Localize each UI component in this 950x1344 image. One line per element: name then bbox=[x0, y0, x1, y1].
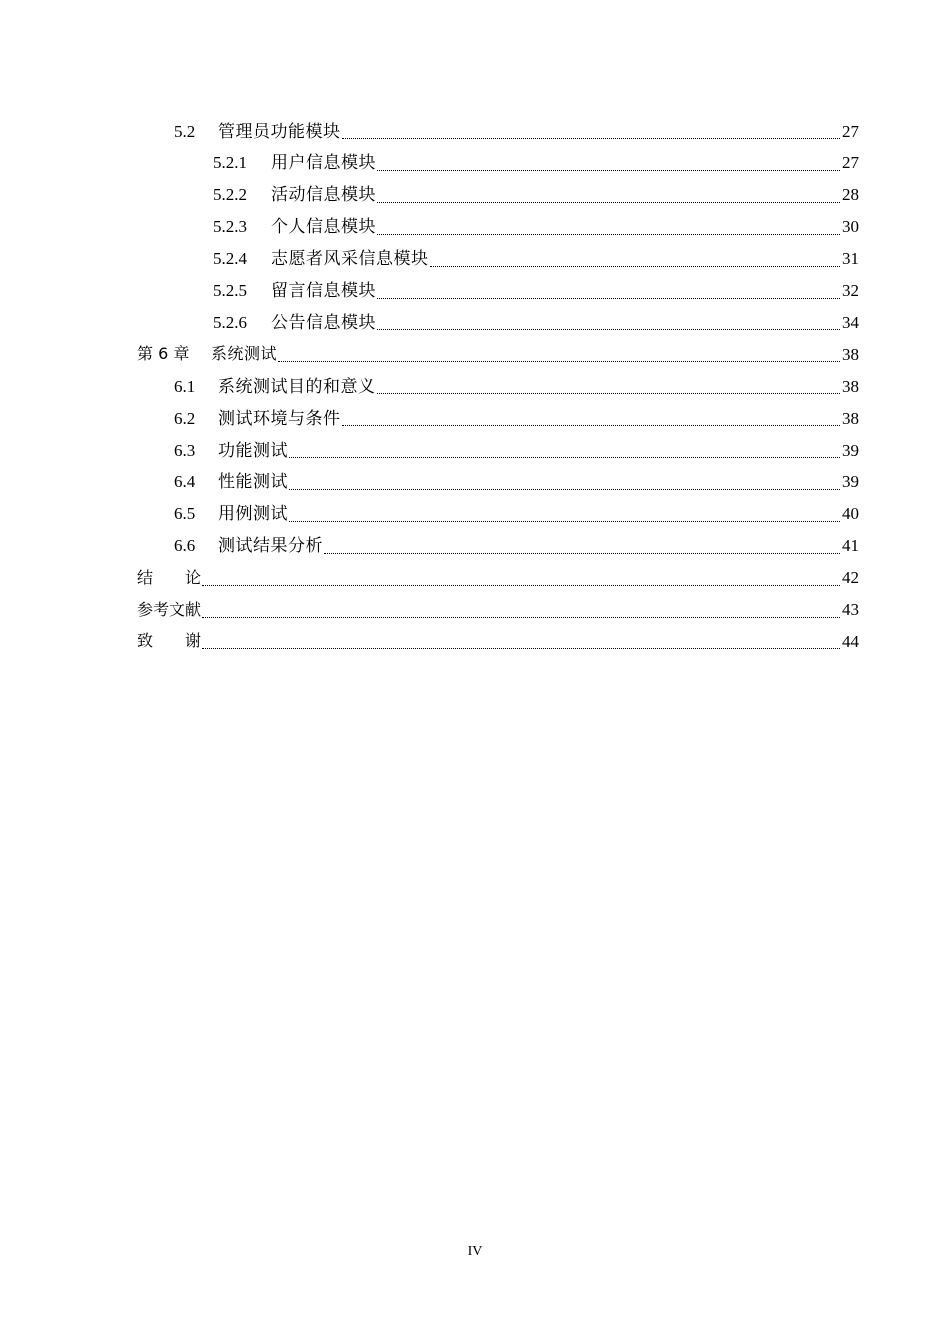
toc-entry-number: 5.2.4 bbox=[213, 249, 247, 269]
toc-entry[interactable] bbox=[174, 466, 859, 498]
toc-entry-page: 40 bbox=[842, 504, 859, 524]
toc-entry-title: 用例测试 bbox=[218, 504, 288, 524]
toc-dot-leader bbox=[289, 520, 840, 522]
toc-dot-leader bbox=[202, 616, 840, 618]
toc-dot-leader bbox=[377, 233, 840, 235]
toc-entry-title: 系统测试目的和意义 bbox=[218, 376, 376, 396]
toc-entry[interactable] bbox=[213, 306, 859, 338]
toc-entry-number: 6.5 bbox=[174, 504, 196, 524]
toc-entry-number: 6.2 bbox=[174, 408, 196, 428]
toc-entry[interactable] bbox=[213, 179, 859, 211]
toc-entry-page: 44 bbox=[842, 631, 859, 651]
toc-entry-page: 38 bbox=[842, 344, 859, 364]
toc-entry[interactable] bbox=[213, 275, 859, 307]
toc-entry-page: 31 bbox=[842, 249, 859, 269]
toc-entry-title: 留言信息模块 bbox=[271, 281, 376, 300]
toc-entry-number: 5.2.6 bbox=[213, 312, 247, 332]
toc-dot-leader bbox=[377, 201, 840, 203]
toc-entry-title: 测试环境与条件 bbox=[218, 408, 341, 428]
toc-entry-title: 参考文献 bbox=[137, 599, 202, 619]
toc-entry-number: 6.6 bbox=[174, 536, 196, 556]
toc-entry-page: 41 bbox=[842, 536, 859, 556]
toc-entry-number: 5.2.5 bbox=[213, 281, 247, 300]
toc-dot-leader bbox=[377, 328, 840, 330]
toc-entry-title: 功能测试 bbox=[218, 440, 288, 460]
toc-entry-title: 用户信息模块 bbox=[271, 153, 376, 173]
toc-entry-page: 28 bbox=[842, 185, 859, 205]
toc-entry[interactable] bbox=[174, 530, 859, 562]
toc-entry-page: 27 bbox=[842, 153, 859, 173]
toc-entry-title: 管理员功能模块 bbox=[218, 121, 341, 141]
toc-entry-page: 32 bbox=[842, 281, 859, 300]
toc-entry[interactable] bbox=[213, 147, 859, 179]
toc-entry-number: 5.2.3 bbox=[213, 217, 247, 237]
toc-dot-leader bbox=[278, 360, 840, 362]
toc-entry-title: 活动信息模块 bbox=[271, 185, 376, 205]
toc-entry[interactable] bbox=[174, 370, 859, 402]
toc-dot-leader bbox=[430, 265, 841, 267]
page-number: IV bbox=[467, 1244, 483, 1259]
toc-entry-number: 5.2.1 bbox=[213, 153, 247, 173]
toc-dot-leader bbox=[202, 584, 840, 586]
toc-entry[interactable] bbox=[213, 243, 859, 275]
toc-entry-number: 5.2.2 bbox=[213, 185, 247, 205]
toc-dot-leader bbox=[342, 424, 841, 426]
toc-dot-leader bbox=[342, 137, 841, 139]
toc-dot-leader bbox=[377, 297, 840, 299]
toc-entry-number: 6.1 bbox=[174, 376, 196, 396]
toc-entry[interactable] bbox=[137, 562, 859, 594]
toc-entry-title: 测试结果分析 bbox=[218, 536, 323, 556]
toc-entry[interactable] bbox=[174, 115, 859, 147]
toc-entry-page: 43 bbox=[842, 600, 859, 619]
toc-entry[interactable] bbox=[137, 338, 859, 370]
toc-entry[interactable] bbox=[174, 402, 859, 434]
toc-entry[interactable] bbox=[213, 211, 859, 243]
toc-entry-page: 42 bbox=[842, 568, 859, 588]
toc-entry-title: 志愿者风采信息模块 bbox=[271, 249, 429, 269]
toc-dot-leader bbox=[289, 488, 840, 490]
toc-entry[interactable] bbox=[137, 594, 859, 626]
toc-entry-title: 结 论 bbox=[137, 567, 202, 587]
toc-entry-page: 38 bbox=[842, 376, 859, 396]
toc-entry-number: 5.2 bbox=[174, 121, 196, 141]
toc-entry-page: 39 bbox=[842, 472, 859, 492]
toc-entry-page: 27 bbox=[842, 121, 859, 141]
toc-entry-page: 30 bbox=[842, 217, 859, 237]
toc-dot-leader bbox=[377, 392, 841, 394]
toc-dot-leader bbox=[377, 169, 840, 171]
toc-entry[interactable] bbox=[174, 498, 859, 530]
toc-dot-leader bbox=[324, 552, 840, 554]
toc-entry[interactable] bbox=[174, 434, 859, 466]
toc-entry-title: 公告信息模块 bbox=[271, 312, 376, 332]
toc-entry-number: 6.4 bbox=[174, 472, 196, 492]
toc-entry-number: 第 6 章 bbox=[137, 344, 190, 364]
toc-entry-title: 系统测试 bbox=[211, 344, 278, 364]
toc-entry[interactable] bbox=[137, 625, 859, 657]
toc-entry-page: 38 bbox=[842, 408, 859, 428]
toc-entry-number: 6.3 bbox=[174, 440, 196, 460]
toc-dot-leader bbox=[202, 647, 840, 649]
toc-entry-page: 39 bbox=[842, 440, 859, 460]
toc-entry-page: 34 bbox=[842, 312, 859, 332]
toc-entry-title: 致 谢 bbox=[137, 631, 202, 651]
toc-entry-title: 个人信息模块 bbox=[271, 217, 376, 237]
toc-dot-leader bbox=[289, 456, 840, 458]
toc-entry-title: 性能测试 bbox=[218, 472, 288, 492]
